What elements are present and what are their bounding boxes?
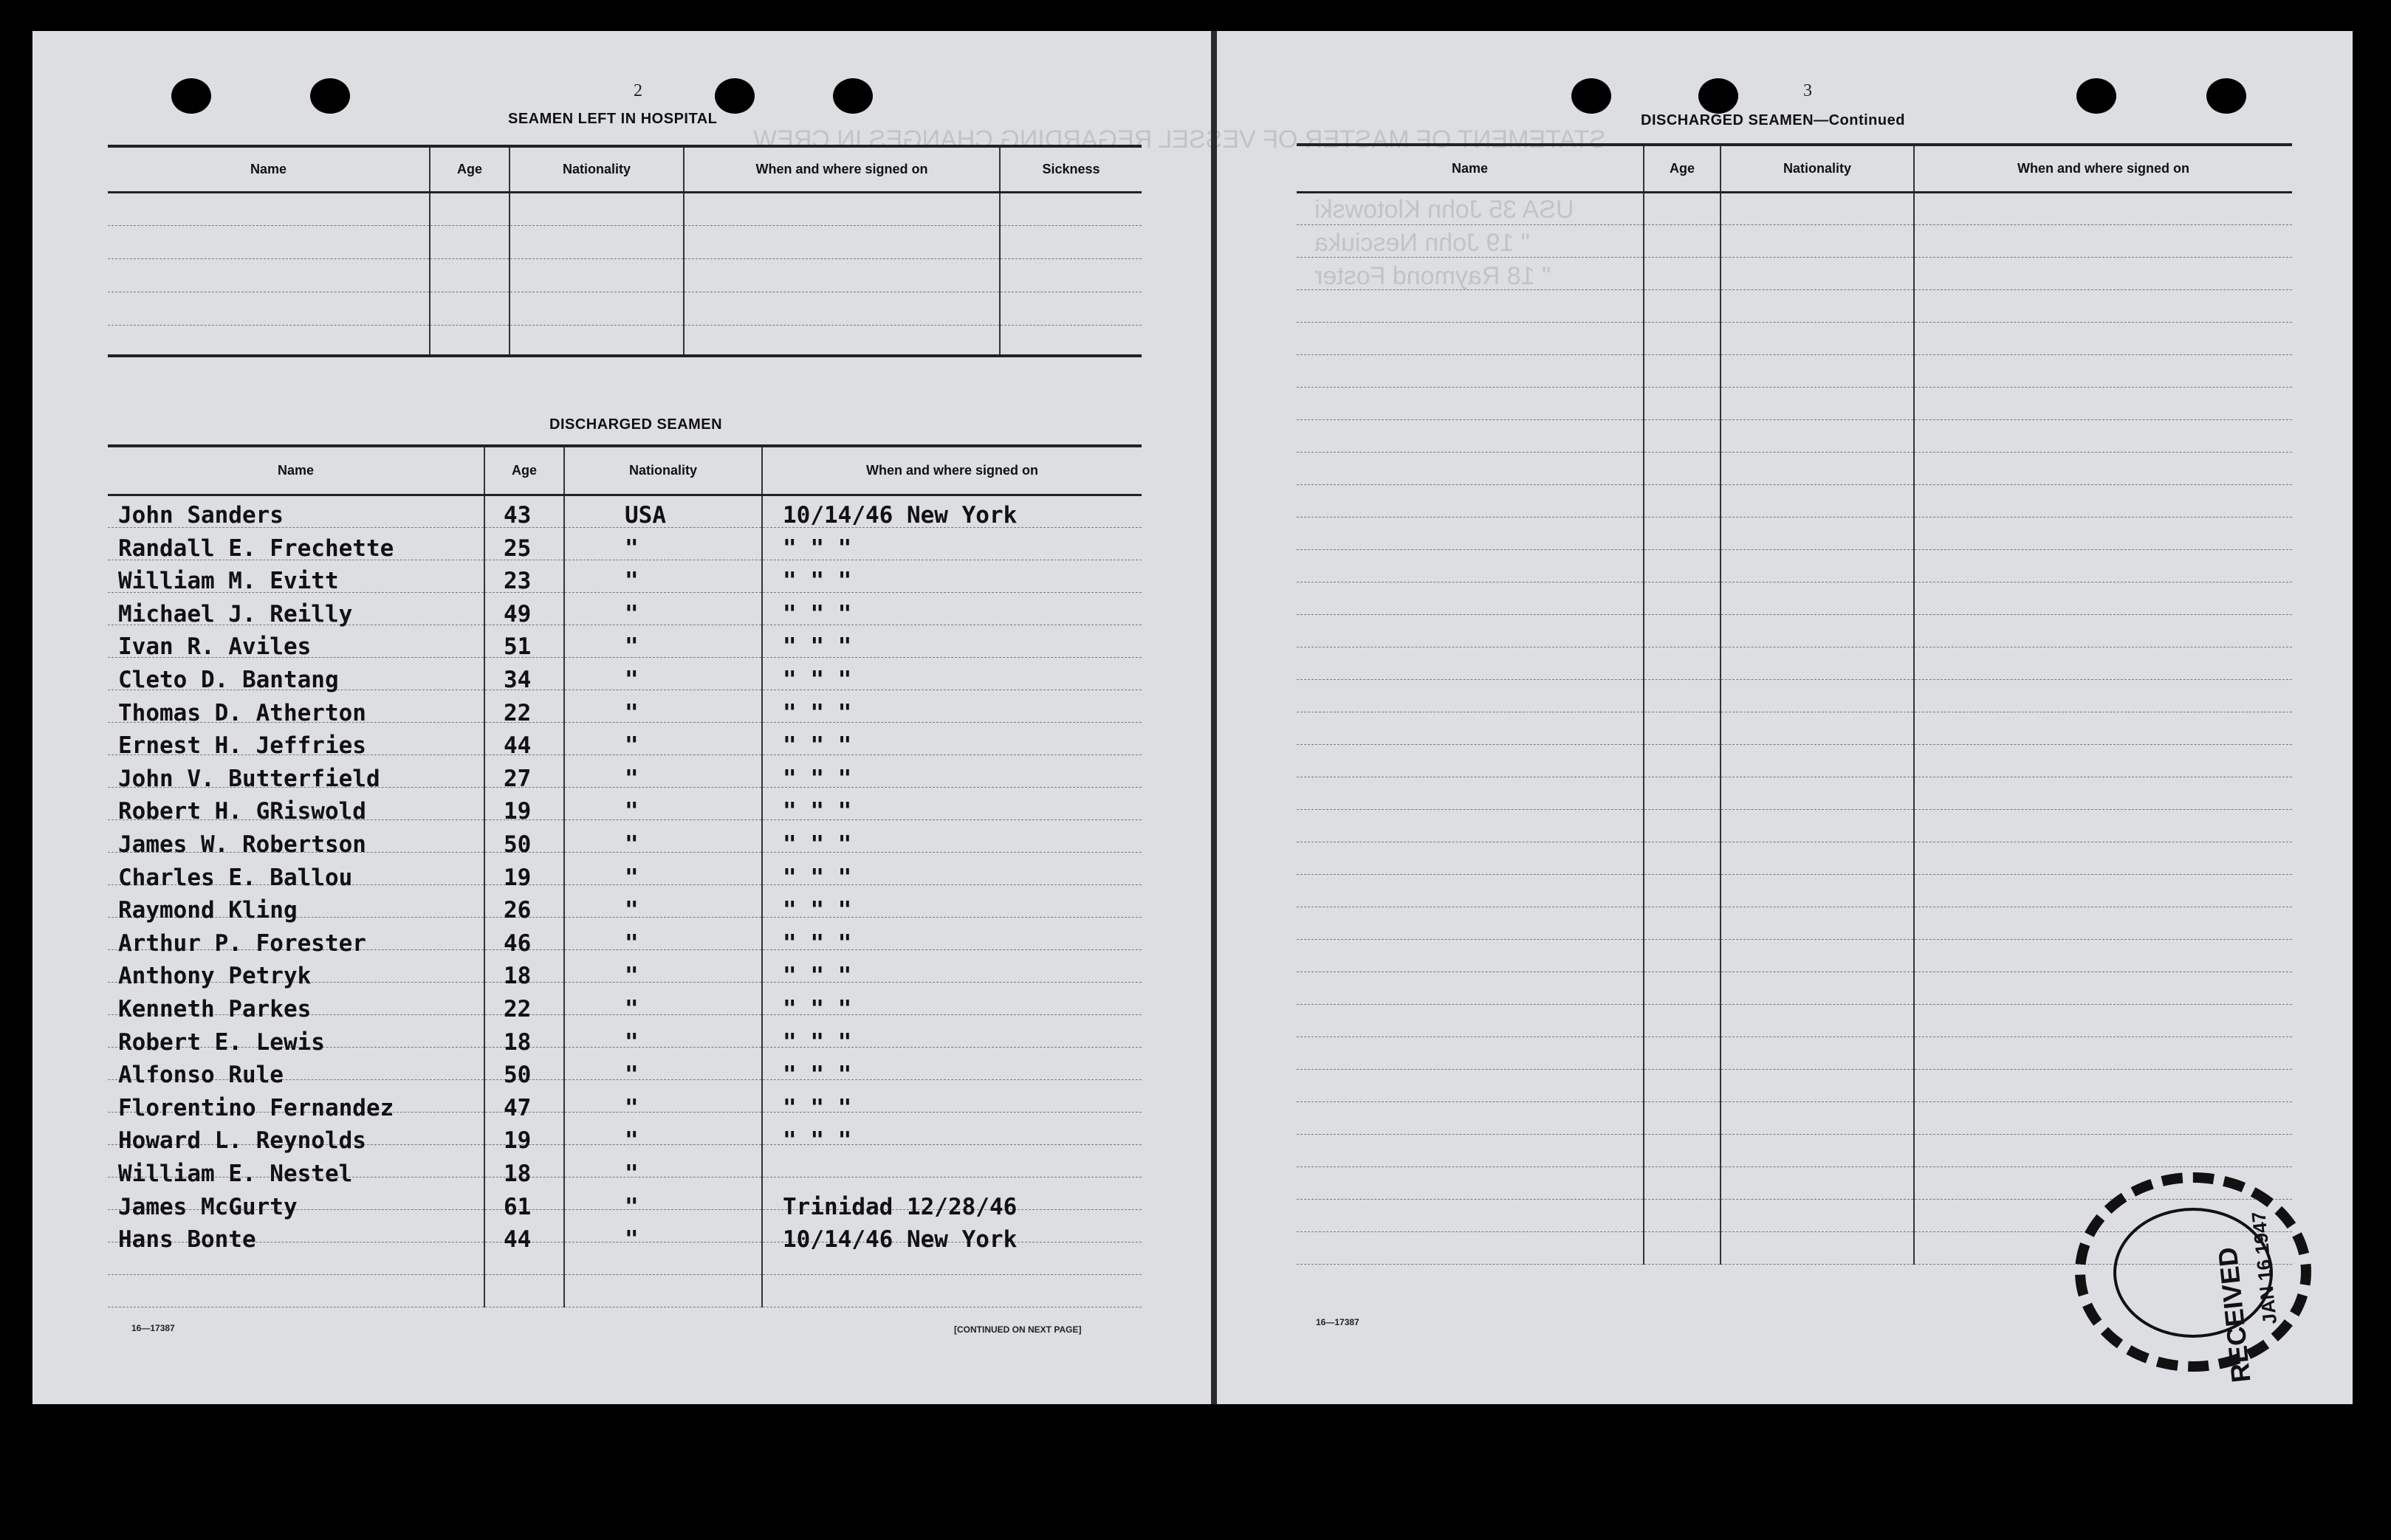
column-header-age: Age: [430, 146, 510, 192]
seaman-signed-on: " " ": [783, 667, 852, 693]
seaman-nationality: ": [625, 1193, 639, 1220]
table-row: [1297, 809, 2292, 842]
table-row: [1297, 354, 2292, 387]
table-row: [1297, 874, 2292, 907]
table-row: [1297, 452, 2292, 484]
seaman-signed-on: " " ": [783, 732, 852, 760]
column-header-nationality: Nationality: [1721, 145, 1914, 192]
seaman-age: 61: [504, 1193, 532, 1220]
seaman-nationality: ": [625, 568, 639, 595]
seaman-age: 19: [504, 1127, 532, 1155]
table-row: [1297, 484, 2292, 517]
bleed-through-text: " 18 Raymond Foster: [1314, 262, 1551, 290]
seaman-nationality: ": [625, 897, 639, 924]
seaman-signed-on: " " ": [783, 996, 852, 1022]
column-header-name: Name: [108, 146, 430, 192]
seaman-signed-on: " " ": [783, 1062, 852, 1089]
seaman-name: William M. Evitt: [118, 568, 339, 595]
table-row: [1297, 679, 2292, 712]
discharged-section-title: DISCHARGED SEAMEN: [549, 416, 723, 433]
continued-note: [CONTINUED ON NEXT PAGE]: [954, 1324, 1082, 1335]
table-row: [1297, 1134, 2292, 1166]
seaman-nationality: ": [625, 1062, 639, 1089]
column-header-signed-on: When and where signed on: [1914, 145, 2292, 192]
column-header-name: Name: [1297, 145, 1644, 192]
table-row: [1297, 549, 2292, 582]
seaman-nationality: ": [625, 633, 639, 661]
seaman-signed-on: " " ": [783, 1127, 852, 1155]
table-row: [1297, 842, 2292, 874]
table-row: [108, 1274, 1142, 1307]
table-row: [1297, 1004, 2292, 1037]
seaman-signed-on: " " ": [783, 864, 852, 891]
seaman-age: 47: [504, 1094, 532, 1121]
seaman-nationality: ": [625, 963, 639, 990]
seaman-name: Florentino Fernandez: [118, 1094, 394, 1121]
seaman-name: Alfonso Rule: [118, 1062, 284, 1089]
table-row: [1297, 192, 2292, 224]
seaman-nationality: ": [625, 996, 639, 1022]
seaman-name: Kenneth Parkes: [118, 996, 312, 1022]
seaman-age: 18: [504, 1161, 532, 1187]
seaman-name: Charles E. Ballou: [118, 864, 353, 891]
seaman-name: James W. Robertson: [118, 831, 366, 858]
seaman-age: 51: [504, 633, 532, 661]
seaman-age: 26: [504, 897, 532, 924]
punch-hole: [833, 78, 873, 114]
seaman-name: Robert E. Lewis: [118, 1028, 325, 1056]
column-header-name: Name: [108, 446, 484, 495]
seaman-nationality: ": [625, 864, 639, 891]
stamp-date-text: JAN 16 1947: [2247, 1210, 2282, 1326]
seaman-nationality: ": [625, 831, 639, 858]
seaman-nationality: ": [625, 765, 639, 792]
seaman-signed-on: 10/14/46 New York: [783, 502, 1018, 529]
bleed-through-text: USA 35 John Klotowski: [1314, 196, 1574, 224]
seaman-name: Hans Bonte: [118, 1226, 256, 1254]
table-row: [1297, 387, 2292, 419]
seaman-nationality: ": [625, 929, 639, 957]
seaman-name: Howard L. Reynolds: [118, 1127, 366, 1155]
discharged-continued-table: [1297, 143, 2292, 1265]
column-header-signed-on: When and where signed on: [762, 446, 1142, 495]
seaman-signed-on: " " ": [783, 897, 852, 924]
punch-hole: [2076, 78, 2116, 114]
page-number: 2: [634, 81, 642, 100]
seaman-signed-on: Trinidad 12/28/46: [783, 1193, 1018, 1220]
seaman-signed-on: " " ": [783, 534, 852, 562]
seaman-name: Robert H. GRiswold: [118, 798, 366, 825]
seaman-name: William E. Nestel: [118, 1161, 353, 1187]
punch-hole: [1571, 78, 1611, 114]
seaman-age: 18: [504, 1028, 532, 1056]
column-header-age: Age: [1644, 145, 1721, 192]
seaman-signed-on: " " ": [783, 633, 852, 661]
seaman-signed-on: " " ": [783, 963, 852, 990]
seaman-age: 50: [504, 831, 532, 858]
table-row: [1297, 907, 2292, 939]
seaman-nationality: ": [625, 1161, 639, 1187]
seaman-name: Raymond Kling: [118, 897, 298, 924]
seaman-age: 49: [504, 600, 532, 628]
seaman-name: Arthur P. Forester: [118, 929, 366, 957]
seaman-name: Anthony Petryk: [118, 963, 312, 990]
seaman-nationality: ": [625, 1094, 639, 1121]
seaman-age: 44: [504, 1226, 532, 1254]
column-header-age: Age: [484, 446, 564, 495]
seaman-nationality: ": [625, 600, 639, 628]
seaman-name: Ivan R. Aviles: [118, 633, 312, 661]
column-header-sickness: Sickness: [1000, 146, 1142, 192]
seaman-name: John Sanders: [118, 502, 284, 529]
seaman-name: Ernest H. Jeffries: [118, 732, 366, 760]
hospital-table: [108, 145, 1142, 357]
table-row: [1297, 257, 2292, 289]
bleed-through-text: STATEMENT OF MASTER OF VESSEL REGARDING CHANGES IN CREW: [753, 126, 1606, 154]
table-row: [1297, 419, 2292, 452]
table-row: [1297, 647, 2292, 679]
seaman-nationality: ": [625, 1127, 639, 1155]
seaman-nationality: ": [625, 699, 639, 726]
seaman-name: James McGurty: [118, 1193, 298, 1220]
table-row: [1297, 322, 2292, 354]
table-row: [1297, 744, 2292, 777]
seaman-nationality: ": [625, 1226, 639, 1254]
table-row: [1297, 1101, 2292, 1134]
seaman-name: John V. Butterfield: [118, 765, 380, 792]
table-row: [1297, 289, 2292, 322]
page-number: 3: [1803, 81, 1812, 100]
table-row: [1297, 582, 2292, 614]
seaman-signed-on: " " ": [783, 568, 852, 595]
seaman-signed-on: " " ": [783, 600, 852, 628]
seaman-nationality: ": [625, 667, 639, 693]
seaman-nationality: ": [625, 1028, 639, 1056]
seaman-signed-on: " " ": [783, 1028, 852, 1056]
seaman-age: 46: [504, 929, 532, 957]
seaman-signed-on: " " ": [783, 1094, 852, 1121]
form-code: 16—17387: [1316, 1317, 1359, 1327]
punch-hole: [715, 78, 755, 114]
seaman-age: 25: [504, 534, 532, 562]
discharged-continued-title: DISCHARGED SEAMEN—Continued: [1641, 112, 1905, 128]
seaman-age: 22: [504, 996, 532, 1022]
seaman-age: 22: [504, 699, 532, 726]
page-fold: [1211, 31, 1217, 1404]
punch-hole: [171, 78, 211, 114]
seaman-age: 23: [504, 568, 532, 595]
column-header-signed-on: When and where signed on: [684, 146, 1000, 192]
table-row: [1297, 614, 2292, 647]
seaman-age: 43: [504, 502, 532, 529]
seaman-age: 19: [504, 864, 532, 891]
seaman-name: Randall E. Frechette: [118, 534, 394, 562]
seaman-nationality: USA: [625, 502, 666, 529]
seaman-age: 34: [504, 667, 532, 693]
table-row: [1297, 939, 2292, 972]
seaman-signed-on: " " ": [783, 831, 852, 858]
seaman-name: Michael J. Reilly: [118, 600, 353, 628]
seaman-signed-on: " " ": [783, 699, 852, 726]
seaman-signed-on: " " ": [783, 798, 852, 825]
seaman-age: 18: [504, 963, 532, 990]
seaman-age: 44: [504, 732, 532, 760]
column-header-nationality: Nationality: [564, 446, 762, 495]
seaman-name: Cleto D. Bantang: [118, 667, 339, 693]
punch-hole: [2206, 78, 2246, 114]
seaman-nationality: ": [625, 534, 639, 562]
seaman-nationality: ": [625, 732, 639, 760]
seaman-signed-on: " " ": [783, 929, 852, 957]
table-row: [1297, 712, 2292, 744]
table-row: [1297, 224, 2292, 257]
seaman-name: Thomas D. Atherton: [118, 699, 366, 726]
table-row: [1297, 777, 2292, 809]
punch-hole: [1698, 78, 1738, 114]
stamp-received-text: RECEIVED: [2212, 1245, 2257, 1384]
table-row: [1297, 1037, 2292, 1069]
seaman-age: 27: [504, 765, 532, 792]
table-row: [1297, 1069, 2292, 1101]
seaman-age: 19: [504, 798, 532, 825]
hospital-section-title: SEAMEN LEFT IN HOSPITAL: [508, 111, 718, 127]
table-row: [1297, 972, 2292, 1004]
bleed-through-text: " 19 John Nesciuka: [1314, 229, 1530, 257]
column-header-nationality: Nationality: [510, 146, 684, 192]
table-row: [1297, 517, 2292, 549]
seaman-nationality: ": [625, 798, 639, 825]
punch-hole: [310, 78, 350, 114]
seaman-signed-on: " " ": [783, 765, 852, 792]
seaman-age: 50: [504, 1062, 532, 1089]
form-code: 16—17387: [131, 1323, 175, 1333]
seaman-signed-on: 10/14/46 New York: [783, 1226, 1018, 1254]
